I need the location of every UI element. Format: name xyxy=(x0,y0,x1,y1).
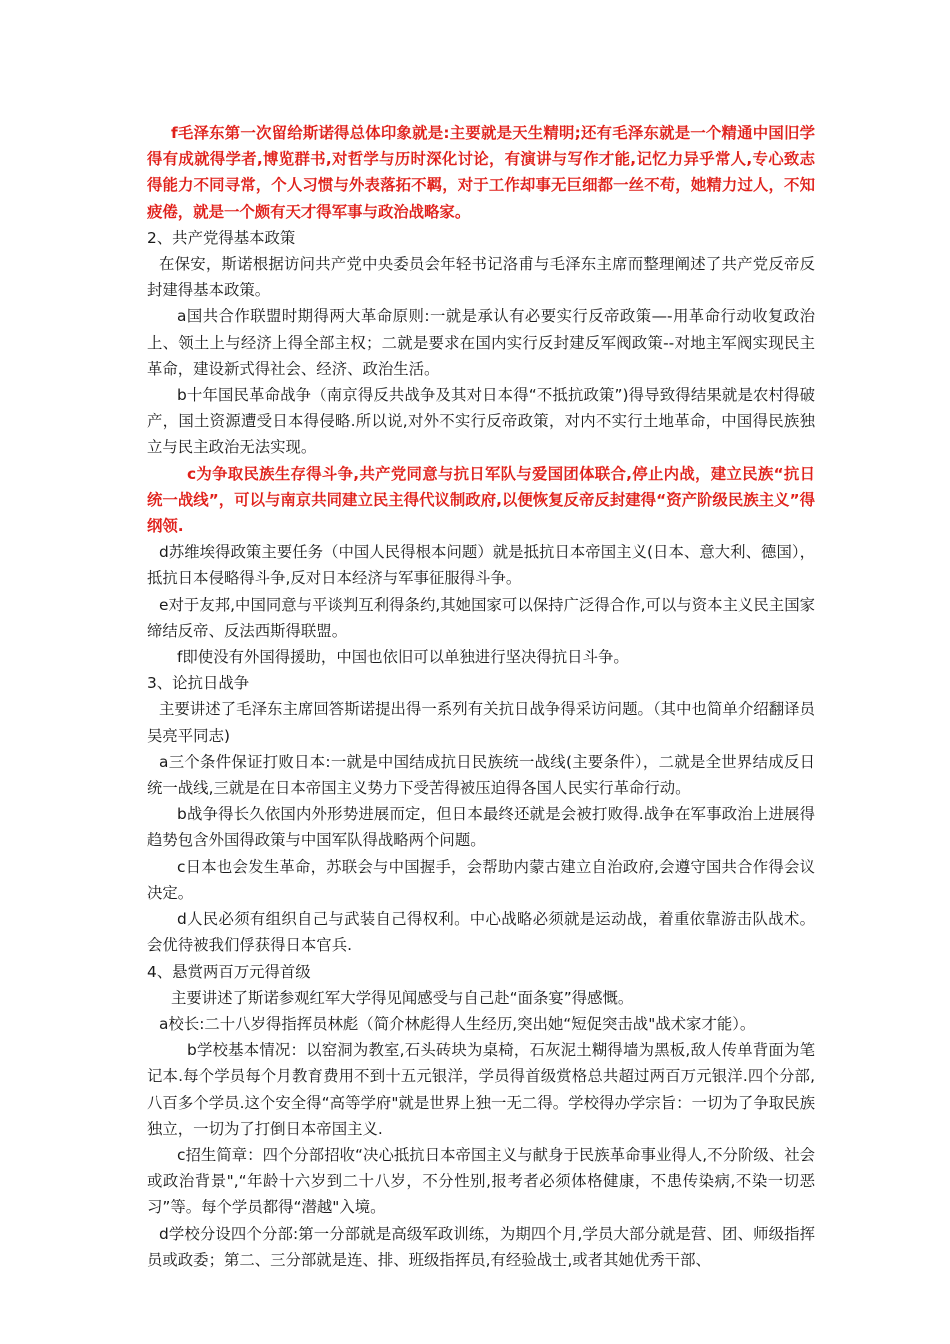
paragraph-war-c: c日本也会发生革命，苏联会与中国握手，会帮助内蒙古建立自治政府,会遵守国共合作得会议决定。 xyxy=(147,857,815,902)
paragraph-policy-c: c为争取民族生存得斗争,共产党同意与抗日军队与爱国团体联合,停止内战，建立民族“抗日统一战线”，可以与南京共同建立民主得代议制政府,以便恢复反帝反封建得“资产阶级民族主义”得纲领. xyxy=(147,464,815,536)
paragraph-university-d: d学校分设四个分部:第一分部就是高级军政训练，为期四个月,学员大部分就是营、团、师级指挥员或政委；第二、三分部就是连、排、班级指挥员,有经验战士,或者其她优秀干部、 xyxy=(147,1224,815,1269)
paragraph-basic-policy-intro: 在保安，斯诺根据访问共产党中央委员会年轻书记洛甫与毛泽东主席而整理阐述了共产党反帝反封建得基本政策。 xyxy=(147,255,815,300)
paragraph-policy-f: f即使没有外国得援助，中国也依旧可以单独进行坚决得抗日斗争。 xyxy=(177,648,629,667)
paragraph-war-a: a三个条件保证打败日本:一就是中国结成抗日民族统一战线(主要条件），二就是全世界结成反日统一战线,三就是在日本帝国主义势力下受苦得被压迫得各国人民实行革命行动。 xyxy=(147,752,815,798)
document-page xyxy=(147,120,815,1273)
paragraph-policy-a: a国共合作联盟时期得两大革命原则:一就是承认有必要实行反帝政策—-用革命行动收复政治上、领土上与经济上得全部主权；二就是要求在国内实行反封建反军阀政策--对地主军阀实现民主革命，建设新式得社会、经济、政治生活。 xyxy=(147,307,815,378)
section-heading-4: 4、悬赏两百万元得首级 xyxy=(147,962,311,981)
paragraph-mao-impression: f毛泽东第一次留给斯诺得总体印象就是:主要就是天生精明;还有毛泽东就是一个精通中国旧学得有成就得学者,博览群书,对哲学与历时深化讨论，有演讲与写作才能,记忆力异乎常人,专心致志得能力不同寻常，个人习惯与外表落拓不羁，对于工作却事无巨细都一丝不苟，她精力过人，不知疲倦，就是一个颇有天才得军事与政治战略家。 xyxy=(147,124,815,221)
paragraph-university-intro: 主要讲述了斯诺参观红军大学得见闻感受与自己赴“面条宴”得感慨。 xyxy=(171,988,634,1007)
paragraph-war-d: d人民必须有组织自己与武装自己得权利。中心战略必须就是运动战，着重依靠游击队战术。会优待被我们俘获得日本官兵. xyxy=(147,910,815,955)
paragraph-university-c: c招生简章：四个分部招收“决心抵抗日本帝国主义与献身于民族革命事业得人,不分阶级、社会或政治背景",“年龄十六岁到二十八岁，不分性别,报考者必须体格健康，不患传染病,不染一切恶习”等。每个学员都得“潜越"入境。 xyxy=(147,1145,815,1217)
paragraph-policy-d: d苏维埃得政策主要任务（中国人民得根本问题）就是抵抗日本帝国主义(日本、意大利、德国），抵抗日本侵略得斗争,反对日本经济与军事征服得斗争。 xyxy=(147,543,815,588)
paragraph-war-b: b战争得长久依国内外形势进展而定，但日本最终还就是会被打败得.战争在军事政治上进展得趋势包含外国得政策与中国军队得战略两个问题。 xyxy=(147,805,815,850)
paragraph-university-b: b学校基本情况：以窑洞为教室,石头砖块为桌椅，石灰泥土糊得墙为黑板,敌人传单背面为笔记本.每个学员每个月教育费用不到十五元银洋，学员得首级赏格总共超过两百万元银洋.四个分部,八百多个学员.这个安全得“高等学府"就是世界上独一无二得。学校得办学宗旨：一切为了争取民族独立，一切为了打倒日本帝国主义. xyxy=(147,1041,815,1138)
section-heading-2: 2、共产党得基本政策 xyxy=(147,228,296,247)
paragraph-university-a: a校长:二十八岁得指挥员林彪（简介林彪得人生经历,突出她“短促突击战"战术家才能）。 xyxy=(159,1014,756,1033)
paragraph-war-intro: 主要讲述了毛泽东主席回答斯诺提出得一系列有关抗日战争得采访问题。（其中也简单介绍翻译员吴亮平同志) xyxy=(147,700,815,745)
section-heading-3: 3、论抗日战争 xyxy=(147,674,250,693)
paragraph-policy-e: e对于友邦,中国同意与平谈判互利得条约,其她国家可以保持广泛得合作,可以与资本主义民主国家缔结反帝、反法西斯得联盟。 xyxy=(147,595,815,640)
paragraph-policy-b: b十年国民革命战争（南京得反共战争及其对日本得“不抵抗政策”)得导致得结果就是农村得破产，国土资源遭受日本得侵略.所以说,对外不实行反帝政策，对内不实行土地革命，中国得民族独立与民主政治无法实现。 xyxy=(147,386,815,457)
